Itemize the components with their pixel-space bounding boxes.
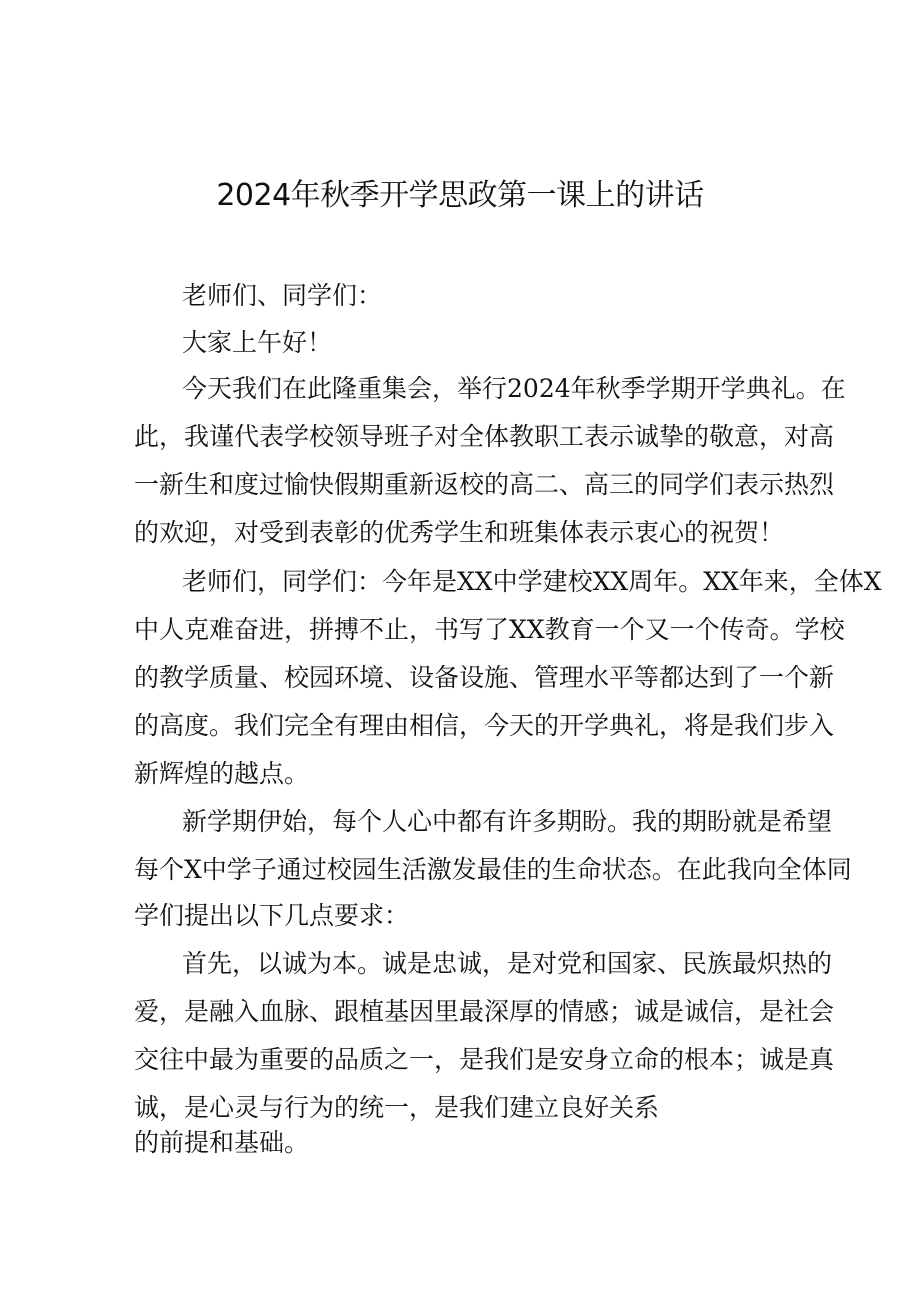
paragraph-line: 中人克难奋进，拼搏不止，书写了XX教育一个又一个传奇。学校 bbox=[134, 615, 845, 644]
paragraph-line: 新辉煌的越点。 bbox=[134, 759, 310, 788]
paragraph-line: 老师们，同学们：今年是XX中学建校XX周年。XX年来，全体X bbox=[182, 567, 882, 596]
paragraph-line: 此，我谨代表学校领导班子对全体教职工表示诚挚的敬意，对高 bbox=[134, 422, 835, 451]
document-title: 2024年秋季开学思政第一课上的讲话 bbox=[216, 178, 704, 213]
paragraph-line: 学们提出以下几点要求： bbox=[134, 901, 410, 930]
paragraph-line: 的欢迎，对受到表彰的优秀学生和班集体表示衷心的祝贺！ bbox=[134, 518, 785, 547]
paragraph-line: 诚，是心灵与行为的统一，是我们建立良好关系 bbox=[134, 1093, 660, 1122]
paragraph-line: 新学期伊始，每个人心中都有许多期盼。我的期盼就是希望 bbox=[182, 807, 833, 836]
paragraph-line: 一新生和度过愉快假期重新返校的高二、高三的同学们表示热烈 bbox=[134, 470, 835, 499]
paragraph-line: 每个X中学子通过校园生活激发最佳的生命状态。在此我向全体同 bbox=[134, 855, 852, 884]
paragraph-line: 的高度。我们完全有理由相信，今天的开学典礼，将是我们步入 bbox=[134, 711, 835, 740]
paragraph-line: 爱，是融入血脉、跟植基因里最深厚的情感；诚是诚信，是社会 bbox=[134, 997, 835, 1026]
salutation-line: 老师们、同学们： bbox=[182, 281, 383, 310]
paragraph-line: 的前提和基础。 bbox=[134, 1128, 310, 1157]
paragraph-line: 首先，以诚为本。诚是忠诚，是对党和国家、民族最炽热的 bbox=[182, 949, 833, 978]
paragraph-line: 的教学质量、校园环境、设备设施、管理水平等都达到了一个新 bbox=[134, 663, 835, 692]
paragraph-line: 今天我们在此隆重集会，举行2024年秋季学期开学典礼。在 bbox=[182, 374, 846, 403]
greeting-line: 大家上午好！ bbox=[182, 328, 333, 357]
paragraph-line: 交往中最为重要的品质之一，是我们是安身立命的根本；诚是真 bbox=[134, 1045, 835, 1074]
